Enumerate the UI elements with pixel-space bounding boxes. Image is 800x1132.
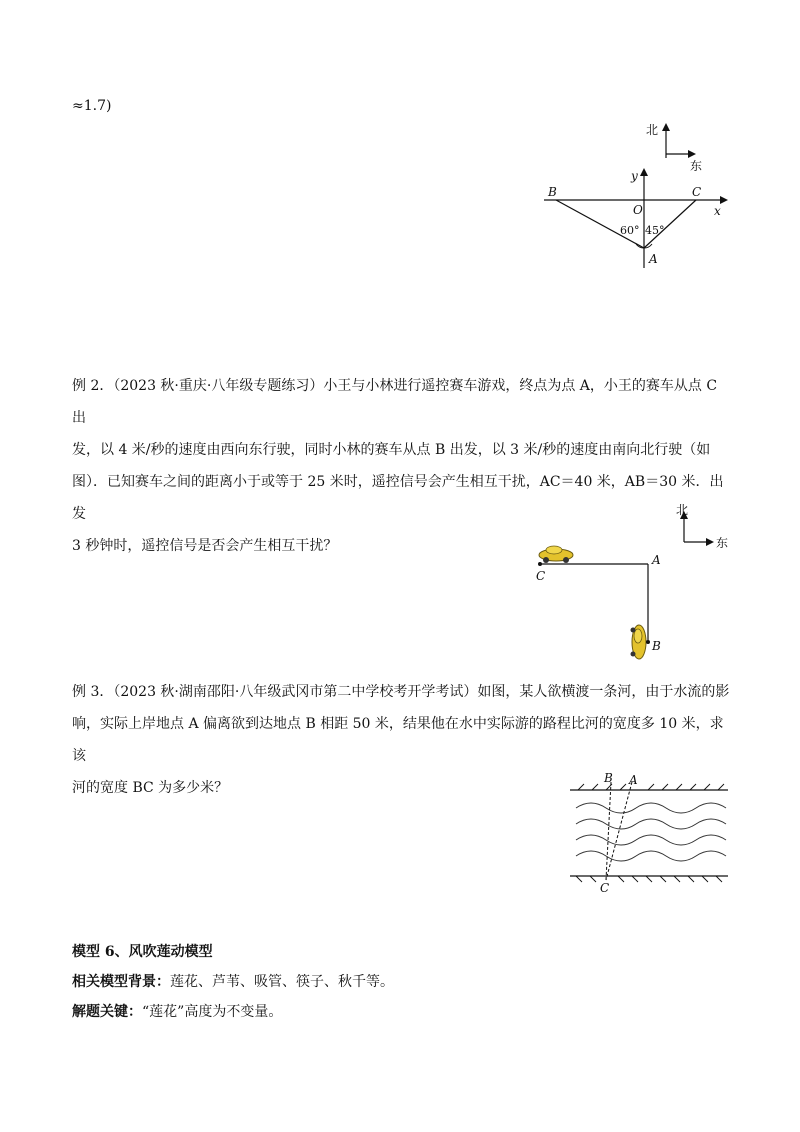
fig1-north-label: 北 [646,123,659,137]
fig1-label-C: C [692,185,702,199]
fig1-y-label: y [631,169,638,183]
fig3-bottom-bank-hatch [576,876,722,882]
fig1-x-label: x [714,204,721,218]
car-icon-c [539,546,573,563]
fig2-label-B: B [652,639,661,653]
solution-key-text: “莲花”高度为不变量。 [142,1004,283,1020]
fig2-label-A: A [652,553,661,567]
model-6-title: 模型 6、风吹莲动模型 [72,944,213,960]
fig2-point-B [646,640,650,644]
fig2-north-label: 北 [676,503,689,517]
figure-2-race-cars [530,498,750,666]
fig3-label-B: B [604,771,613,785]
example-2-line: 例 2．（2023 秋·重庆·八年级专题练习）小王与小林进行遥控赛车游戏，终点为点 A，小王的赛车从点 C 出 [72,378,718,426]
fig1-label-A: A [649,252,658,266]
fig3-segment-AC [606,782,632,880]
example-3-line: 响，实际上岸地点 A 偏离欲到达地点 B 相距 50 米，结果他在水中实际游的路程比河的宽度多 10 米，求该 [72,716,724,764]
model-background-text: 莲花、芦苇、吸管、筷子、秋千等。 [170,974,394,990]
fig3-label-C: C [600,881,610,895]
figure-3-river [566,768,734,896]
fig1-east-label: 东 [690,159,703,173]
model-background-label: 相关模型背景： [72,974,170,990]
fig3-top-bank-hatch [578,784,724,790]
fig3-waves [576,803,726,861]
model-background [72,972,394,992]
fig1-label-B: B [548,185,557,199]
fig2-label-C: C [536,569,546,583]
example-2-line: 发，以 4 米/秒的速度由西向东行驶，同时小林的赛车从点 B 出发，以 3 米/秒的速度由南向北行驶（如 [72,442,711,458]
fig1-angle-60: 60° [620,224,640,237]
continuation-text: ≈1.7) [72,98,112,114]
example-2-line: 图）．已知赛车之间的距离小于或等于 25 米时，遥控信号会产生相互干扰，AC＝40 米，AB＝30 米．出发 [72,474,724,522]
example-3-line: 河的宽度 BC 为多少米？ [72,780,229,796]
figure-1-coordinate-diagram [540,118,740,276]
car-icon-b [631,625,647,659]
fig1-angle-45: 45° [645,224,665,237]
fig2-point-C [538,562,542,566]
fig3-label-A: A [629,773,638,787]
solution-key-label: 解题关键： [72,1004,142,1020]
example-2-line: 3 秒钟时，遥控信号是否会产生相互干扰？ [72,538,338,554]
fig1-label-O: O [633,203,643,217]
example-3-line: 例 3．（2023 秋·湖南邵阳·八年级武冈市第二中学校考开学考试）如图，某人欲横渡一条河，由于水流的影 [72,684,730,700]
solution-key [72,1002,282,1022]
fig2-east-label: 东 [716,536,729,550]
